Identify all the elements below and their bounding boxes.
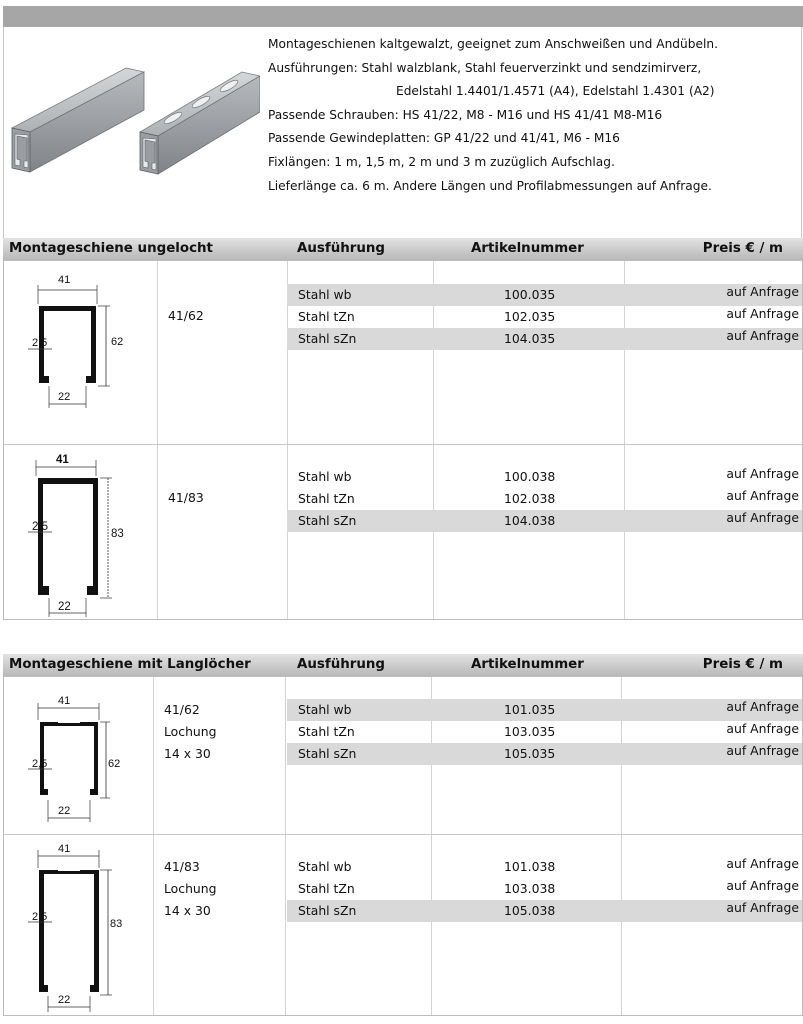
cell-artikelnummer: 103.035: [504, 724, 556, 739]
intro-line: Edelstahl 1.4401/1.4571 (A4), Edelstahl 1.4301 (A2): [396, 84, 715, 99]
cell-artikelnummer: 103.038: [504, 881, 556, 896]
cell-ausfuehrung: Stahl wb: [298, 469, 352, 484]
cell-ausfuehrung: Stahl tZn: [298, 491, 355, 506]
cell-ausfuehrung: Stahl tZn: [298, 724, 355, 739]
dim-width: 41: [58, 274, 71, 286]
cell-preis: auf Anfrage: [726, 856, 799, 871]
profile-hole-size: 14 x 30: [164, 903, 211, 918]
cell-artikelnummer: 104.035: [504, 331, 556, 346]
section-title: Montageschiene ungelocht: [9, 241, 213, 256]
section-header-ungelocht: [3, 238, 803, 260]
profile-lochung: Lochung: [164, 724, 217, 739]
cell-artikelnummer: 101.038: [504, 859, 556, 874]
dim-slot: 22: [58, 994, 71, 1006]
table-row: [287, 721, 802, 743]
profile-size: 41/83: [164, 859, 200, 874]
dim-slot: 22: [58, 391, 71, 403]
col-ausfuehrung: Ausführung: [297, 657, 386, 672]
dim-width: 41: [56, 454, 69, 466]
cell-preis: auf Anfrage: [726, 699, 799, 714]
col-artikelnummer: Artikelnummer: [471, 241, 584, 256]
section-title: Montageschiene mit Langlöcher: [9, 657, 251, 672]
intro-line: Fixlängen: 1 m, 1,5 m, 2 m und 3 m zuzüglich Aufschlag.: [268, 154, 615, 169]
dim-thickness: 2,5: [32, 521, 48, 533]
dim-height: 83: [110, 918, 123, 930]
cell-preis: auf Anfrage: [726, 721, 799, 736]
table-row: [287, 284, 802, 306]
dim-width: 41: [58, 695, 71, 707]
cell-preis: auf Anfrage: [726, 510, 799, 525]
cell-artikelnummer: 104.038: [504, 513, 556, 528]
profile-lochung: Lochung: [164, 881, 217, 896]
cell-preis: auf Anfrage: [726, 306, 799, 321]
cell-ausfuehrung: Stahl wb: [298, 287, 352, 302]
cell-preis: auf Anfrage: [726, 878, 799, 893]
section-header-langloecher: [3, 654, 803, 676]
col-artikelnummer: Artikelnummer: [471, 657, 584, 672]
table-row: [287, 900, 802, 922]
cell-ausfuehrung: Stahl sZn: [298, 331, 357, 346]
intro-line: Passende Gewindeplatten: GP 41/22 und 41/41, M6 - M16: [268, 131, 620, 146]
dim-height: 62: [108, 758, 121, 770]
intro-line: Ausführungen: Stahl walzblank, Stahl feuerverzinkt und sendzimirverz,: [268, 60, 702, 75]
cell-ausfuehrung: Stahl wb: [298, 702, 352, 717]
cell-preis: auf Anfrage: [726, 284, 799, 299]
cell-artikelnummer: 100.038: [504, 469, 556, 484]
dim-slot: 22: [58, 805, 71, 817]
table-row: [287, 488, 802, 510]
plain-rail-icon: [12, 68, 144, 172]
intro-description: [268, 33, 798, 198]
profile-label: [164, 856, 217, 922]
slotted-rail-icon: [140, 72, 260, 174]
profile-size: 41/62: [164, 702, 200, 717]
table-row: [287, 466, 802, 488]
table-row: [287, 328, 802, 350]
table-row: [287, 306, 802, 328]
dim-height: 83: [111, 528, 124, 540]
cell-artikelnummer: 102.035: [504, 309, 556, 324]
cell-preis: auf Anfrage: [726, 900, 799, 915]
profile-label: [168, 487, 204, 509]
cell-artikelnummer: 100.035: [504, 287, 556, 302]
dim-thickness: 2,5: [32, 911, 48, 923]
rail-product-image: [8, 62, 260, 188]
table-row: [287, 699, 802, 721]
profile-drawing-41-83-lochung: [14, 840, 134, 1016]
profile-drawing-41-62-lochung: [14, 690, 134, 822]
cell-preis: auf Anfrage: [726, 488, 799, 503]
dim-thickness: 2,5: [32, 758, 48, 770]
intro-line: Passende Schrauben: HS 41/22, M8 - M16 und HS 41/41 M8-M16: [268, 107, 663, 122]
dim-width: 41: [58, 843, 71, 855]
dim-slot: 22: [58, 601, 71, 613]
dim-height: 62: [111, 336, 124, 348]
cell-ausfuehrung: Stahl wb: [298, 859, 352, 874]
table-row: [287, 856, 802, 878]
table-row: [287, 878, 802, 900]
cell-ausfuehrung: Stahl tZn: [298, 881, 355, 896]
cell-ausfuehrung: Stahl sZn: [298, 746, 357, 761]
cell-artikelnummer: 102.038: [504, 491, 556, 506]
intro-line: Lieferlänge ca. 6 m. Andere Längen und Profilabmessungen auf Anfrage.: [268, 178, 712, 193]
profile-size: 41/83: [168, 490, 204, 505]
profile-label: [168, 305, 204, 327]
cell-preis: auf Anfrage: [726, 743, 799, 758]
col-ausfuehrung: Ausführung: [297, 241, 386, 256]
col-preis: Preis € / m: [702, 657, 783, 672]
profile-hole-size: 14 x 30: [164, 746, 211, 761]
cell-artikelnummer: 105.038: [504, 903, 556, 918]
profile-size: 41/62: [168, 308, 204, 323]
profile-label: [164, 699, 217, 765]
cell-ausfuehrung: Stahl sZn: [298, 513, 357, 528]
table-row: [287, 510, 802, 532]
intro-line: Montageschienen kaltgewalzt, geeignet zum Anschweißen und Andübeln.: [268, 37, 718, 51]
profile-drawing-41-83: [14, 450, 134, 618]
dim-thickness: 2,5: [32, 337, 48, 349]
cell-ausfuehrung: Stahl tZn: [298, 309, 355, 324]
col-preis: Preis € / m: [702, 241, 783, 256]
top-header-bar: [3, 6, 803, 27]
cell-artikelnummer: 101.035: [504, 702, 556, 717]
cell-ausfuehrung: Stahl sZn: [298, 903, 357, 918]
cell-artikelnummer: 105.035: [504, 746, 556, 761]
cell-preis: auf Anfrage: [726, 328, 799, 343]
table-row: [287, 743, 802, 765]
profile-drawing-41-62: [14, 268, 134, 408]
cell-preis: auf Anfrage: [726, 466, 799, 481]
